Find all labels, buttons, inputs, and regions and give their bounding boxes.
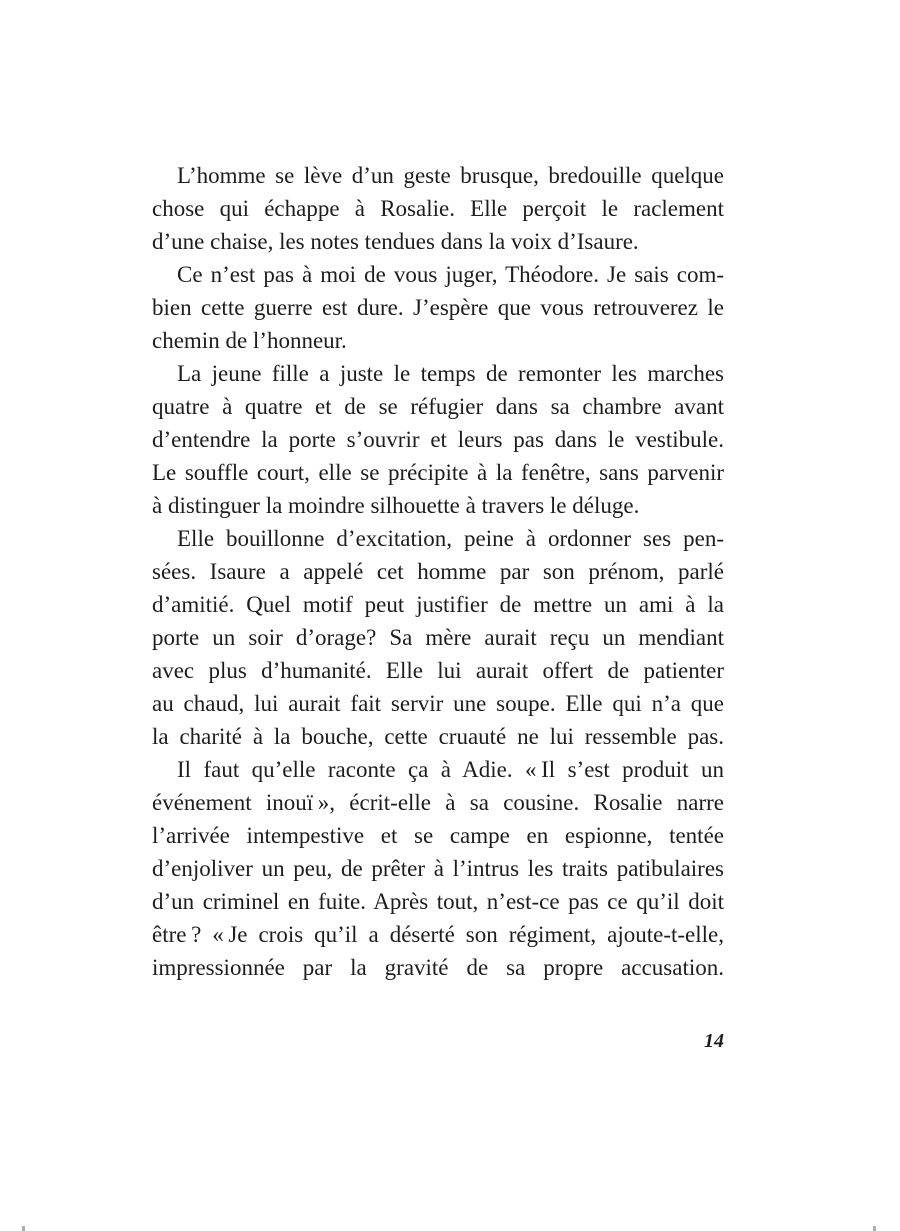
text-line: Il faut qu’elle raconte ça à Adie. « Il s’est produit un (177, 757, 724, 782)
text-line: L’homme se lève d’un geste brusque, bredouille quelque (177, 163, 724, 188)
text-line: chemin de l’honneur. (152, 328, 347, 353)
text-line: d’amitié. Quel motif peut justifier de mettre un ami à la (152, 592, 724, 617)
text-line: d’une chaise, les notes tendues dans la voix d’Isaure. (152, 229, 639, 254)
text-line: événement inouï », écrit-elle à sa cousine. Rosalie narre (152, 790, 724, 815)
text-line: d’entendre la porte s’ouvrir et leurs pas dans le vestibule. (152, 427, 724, 452)
page-number: 14 (704, 1030, 724, 1052)
text-line: Le souffle court, elle se précipite à la fenêtre, sans parvenir (152, 460, 724, 485)
text-line: Elle bouillonne d’excitation, peine à ordonner ses pen- (177, 526, 724, 551)
paragraph (152, 258, 724, 357)
text-line: porte un soir d’orage? Sa mère aurait reçu un mendiant (152, 625, 724, 650)
text-line: sées. Isaure a appelé cet homme par son prénom, parlé (152, 559, 724, 584)
page-text (152, 159, 724, 984)
text-line: Ce n’est pas à moi de vous juger, Théodore. Je sais com- (177, 262, 724, 287)
text-line: d’enjoliver un peu, de prêter à l’intrus les traits patibulaires (152, 856, 724, 881)
crop-mark-right (873, 1226, 876, 1231)
text-line: bien cette guerre est dure. J’espère que vous retrouverez le (152, 295, 724, 320)
paragraph (152, 357, 724, 522)
paragraph (152, 522, 724, 753)
text-line: être ? « Je crois qu’il a déserté son régiment, ajoute-t-elle, (152, 922, 724, 947)
paragraph (152, 159, 724, 258)
crop-mark-left (22, 1226, 25, 1231)
text-line: la charité à la bouche, cette cruauté ne lui ressemble pas. (152, 724, 724, 749)
paragraph (152, 753, 724, 984)
text-line: au chaud, lui aurait fait servir une soupe. Elle qui n’a que (152, 691, 724, 716)
text-line: l’arrivée intempestive et se campe en espionne, tentée (152, 823, 724, 848)
text-line: impressionnée par la gravité de sa propre accusation. (152, 955, 724, 980)
text-line: quatre à quatre et de se réfugier dans sa chambre avant (152, 394, 724, 419)
text-line: à distinguer la moindre silhouette à travers le déluge. (152, 493, 640, 518)
text-line: La jeune fille a juste le temps de remonter les marches (177, 361, 724, 386)
text-line: chose qui échappe à Rosalie. Elle perçoit le raclement (152, 196, 724, 221)
text-line: avec plus d’humanité. Elle lui aurait offert de patienter (152, 658, 724, 683)
text-line: d’un criminel en fuite. Après tout, n’est-ce pas ce qu’il doit (152, 889, 724, 914)
